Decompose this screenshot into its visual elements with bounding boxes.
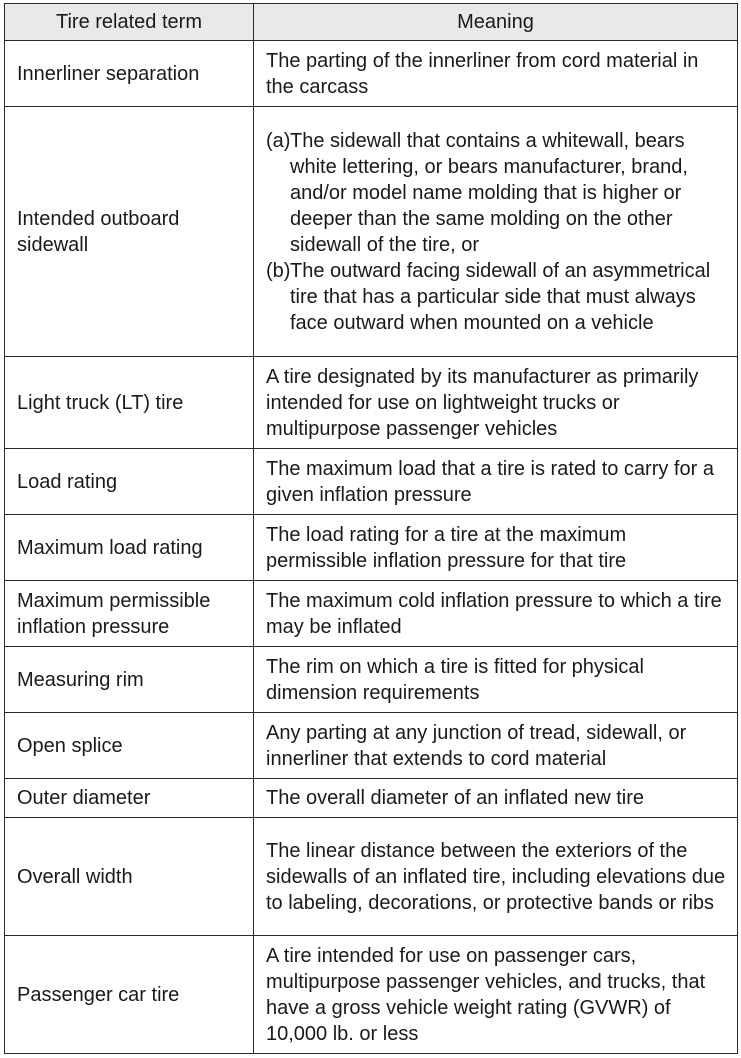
tire-terms-table (4, 3, 738, 1054)
header-term: Tire related term (5, 4, 254, 41)
table-row (5, 107, 738, 357)
term-cell: Maximum permissible inflation pressure (5, 581, 254, 647)
table-row (5, 713, 738, 779)
table-row (5, 41, 738, 107)
table-row (5, 936, 738, 1054)
term-cell: Measuring rim (5, 647, 254, 713)
meaning-cell: The rim on which a tire is fitted for physical dimension requirements (254, 647, 738, 713)
term-cell: Open splice (5, 713, 254, 779)
meaning-cell: Any parting at any junction of tread, sidewall, or innerliner that extends to cord material (254, 713, 738, 779)
table-row (5, 818, 738, 936)
meaning-cell: The overall diameter of an inflated new tire (254, 779, 738, 818)
table-row (5, 779, 738, 818)
term-cell: Innerliner separation (5, 41, 254, 107)
meaning-cell: A tire designated by its manufacturer as primarily intended for use on lightweight trucks or multipurpose passenger vehicles (254, 357, 738, 449)
meaning-subitem-b (266, 258, 727, 336)
term-cell: Load rating (5, 449, 254, 515)
term-cell: Passenger car tire (5, 936, 254, 1054)
subitem-text: The outward facing sidewall of an asymmetrical tire that has a particular side that must always face outward when mounted on a vehicle (290, 259, 711, 334)
table-row (5, 581, 738, 647)
table-header-row (5, 4, 738, 41)
meaning-cell: The load rating for a tire at the maximum permissible inflation pressure for that tire (254, 515, 738, 581)
subitem-text: The sidewall that contains a whitewall, bears white lettering, or bears manufacturer, brand, and/or model name molding that is higher or deeper than the same molding on the other sidewall of the tire, or (290, 129, 688, 256)
term-cell: Overall width (5, 818, 254, 936)
term-cell: Light truck (LT) tire (5, 357, 254, 449)
tire-terms-table-container (4, 3, 737, 1054)
subitem-label: (b) (266, 259, 291, 282)
term-cell: Maximum load rating (5, 515, 254, 581)
meaning-cell: A tire intended for use on passenger cars, multipurpose passenger vehicles, and trucks, that have a gross vehicle weight rating (GVWR) of 10,000 lb. or less (254, 936, 738, 1054)
term-cell: Intended outboard sidewall (5, 107, 254, 357)
meaning-cell (254, 107, 738, 357)
subitem-label: (a) (266, 129, 291, 152)
term-cell: Outer diameter (5, 779, 254, 818)
header-meaning: Meaning (254, 4, 738, 41)
meaning-cell: The maximum cold inflation pressure to which a tire may be inflated (254, 581, 738, 647)
table-row (5, 357, 738, 449)
meaning-cell: The linear distance between the exteriors of the sidewalls of an inflated tire, including elevations due to labeling, decorations, or protective bands or ribs (254, 818, 738, 936)
meaning-cell: The parting of the innerliner from cord material in the carcass (254, 41, 738, 107)
table-row (5, 515, 738, 581)
meaning-cell: The maximum load that a tire is rated to carry for a given inflation pressure (254, 449, 738, 515)
meaning-subitem-a (266, 128, 727, 258)
table-row (5, 449, 738, 515)
table-row (5, 647, 738, 713)
